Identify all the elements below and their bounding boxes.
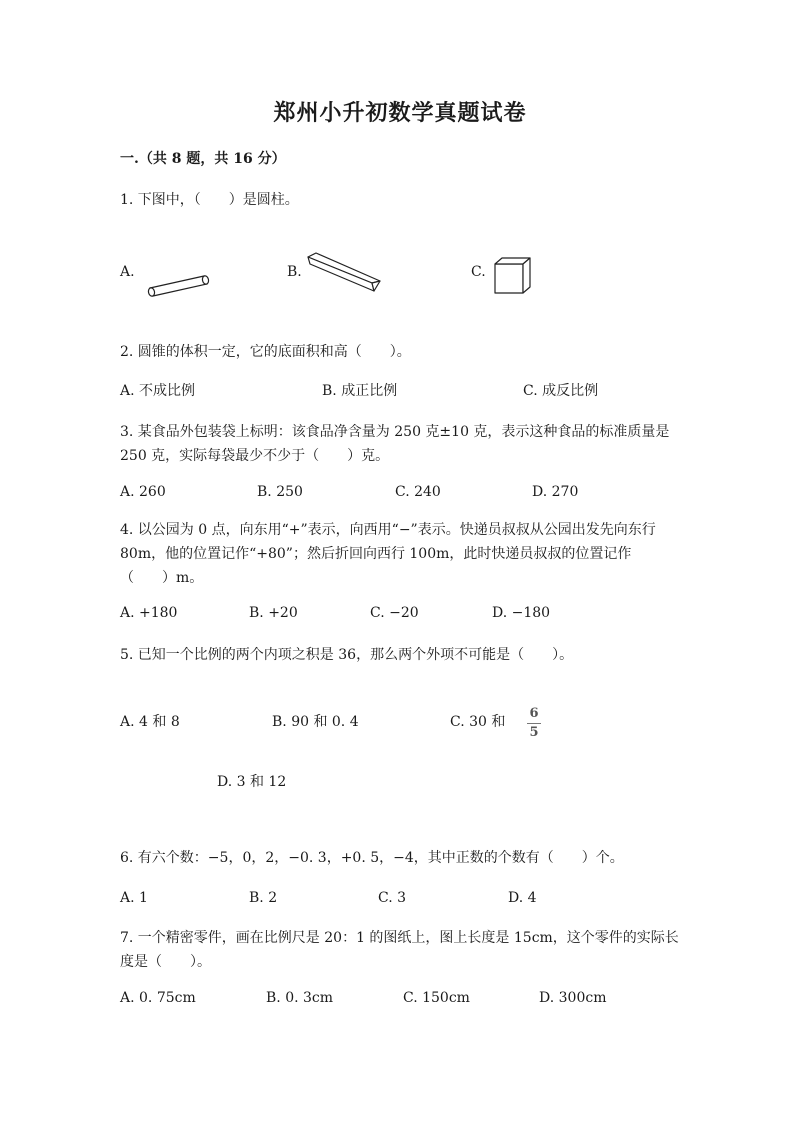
question-4-option-a[interactable]: A. +180 bbox=[120, 605, 178, 621]
question-1-stem: 1. 下图中，（ ）是圆柱。 bbox=[120, 192, 299, 208]
question-4-option-d[interactable]: D. −180 bbox=[492, 605, 551, 621]
section-heading: 一.（共 8 题，共 16 分） bbox=[120, 151, 286, 167]
question-1-option-a[interactable]: A. bbox=[120, 264, 135, 280]
question-2-option-b[interactable]: B. 成正比例 bbox=[322, 383, 398, 399]
question-7-option-d[interactable]: D. 300cm bbox=[539, 990, 607, 1006]
question-1-option-b[interactable]: B. bbox=[287, 264, 302, 280]
question-6-option-d[interactable]: D. 4 bbox=[508, 890, 537, 906]
question-2-option-c[interactable]: C. 成反比例 bbox=[523, 383, 599, 399]
question-6-option-a[interactable]: A. 1 bbox=[120, 890, 148, 906]
question-7-option-c[interactable]: C. 150cm bbox=[403, 990, 470, 1006]
question-3-option-a[interactable]: A. 260 bbox=[120, 484, 166, 500]
question-3-option-c[interactable]: C. 240 bbox=[395, 484, 441, 500]
cylinder-figure bbox=[142, 270, 212, 300]
question-7-option-a[interactable]: A. 0. 75cm bbox=[120, 990, 196, 1006]
question-5-option-d[interactable]: D. 3 和 12 bbox=[217, 774, 287, 790]
page-title: 郑州小升初数学真题试卷 bbox=[273, 100, 527, 126]
question-3-option-b[interactable]: B. 250 bbox=[257, 484, 303, 500]
fraction-six-fifths bbox=[527, 706, 541, 741]
question-6-option-c[interactable]: C. 3 bbox=[378, 890, 407, 906]
question-5-option-a[interactable]: A. 4 和 8 bbox=[120, 714, 180, 730]
cube-figure bbox=[492, 255, 534, 297]
question-7-option-b[interactable]: B. 0. 3cm bbox=[266, 990, 334, 1006]
question-4-stem: 4. 以公园为 0 点，向东用“+”表示，向西用“−”表示。快递员叔叔从公园出发先向东行 80m，他的位置记作“+80”；然后折回向西行 100m，此时快递员叔叔的位置记作（ ）m。 bbox=[120, 522, 656, 586]
fraction-numerator: 6 bbox=[529, 706, 539, 721]
question-2-option-a[interactable]: A. 不成比例 bbox=[120, 383, 196, 399]
fraction-bar bbox=[527, 723, 541, 724]
question-5-option-c[interactable]: C. 30 和 bbox=[450, 714, 506, 730]
question-5-stem: 5. 已知一个比例的两个内项之积是 36，那么两个外项不可能是（ ）。 bbox=[120, 647, 574, 663]
triangular-prism-figure bbox=[302, 247, 384, 295]
question-6-option-b[interactable]: B. 2 bbox=[249, 890, 278, 906]
question-7-stem: 7. 一个精密零件，画在比例尺是 20：1 的图纸上，图上长度是 15cm，这个零件的实际长度是（ ）。 bbox=[120, 930, 679, 970]
question-6-stem: 6. 有六个数：−5，0，2，−0. 3，+0. 5，−4，其中正数的个数有（ ）个。 bbox=[120, 850, 624, 866]
question-5-option-b[interactable]: B. 90 和 0. 4 bbox=[272, 714, 359, 730]
question-4-option-c[interactable]: C. −20 bbox=[370, 605, 419, 621]
question-1-option-c[interactable]: C. bbox=[471, 264, 486, 280]
question-3-option-d[interactable]: D. 270 bbox=[532, 484, 579, 500]
question-2-stem: 2. 圆锥的体积一定，它的底面积和高（ ）。 bbox=[120, 344, 411, 360]
question-4-option-b[interactable]: B. +20 bbox=[249, 605, 298, 621]
question-3-stem: 3. 某食品外包装袋上标明：该食品净含量为 250 克±10 克，表示这种食品的标准质量是 250 克，实际每袋最少不少于（ ）克。 bbox=[120, 424, 670, 464]
fraction-denominator: 5 bbox=[529, 725, 539, 740]
